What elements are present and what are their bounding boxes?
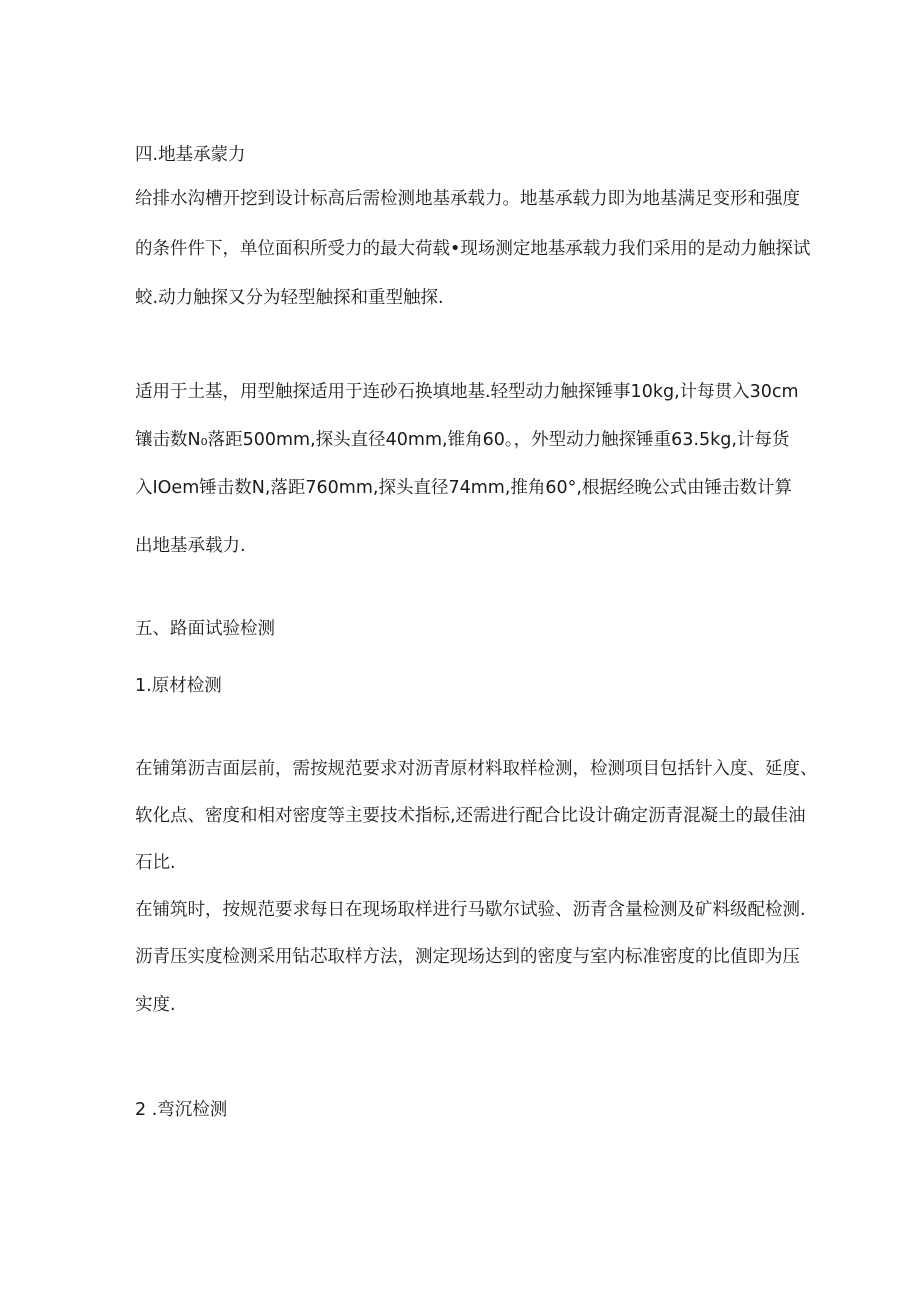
paragraph-line: 入IOem锤击数N,落距760mm,探头直径74mm,推角60°,根据经晚公式由锤击数计算 (135, 478, 792, 498)
paragraph-line: 软化点、密度和相对密度等主要技术指标,还需进行配合比设计确定沥青混凝土的最佳油 (135, 806, 806, 826)
paragraph-line: 实度. (135, 995, 176, 1015)
paragraph-line: 镶击数N₀落距500mm,探头直径40mm,锥角60。，外型动力触探锤重63.5kg,计每货 (135, 430, 790, 450)
section-heading-5: 五、路面试验检测 (135, 619, 275, 639)
paragraph-line: 适用于土基，用型触探适用于连砂石换填地基.轻型动力触探锤事10kg,计每贯入30cm (135, 382, 799, 402)
subheading-raw-material: 1.原材检测 (135, 676, 222, 696)
paragraph-line: 沥青压实度检测采用钻芯取样方法，测定现场达到的密度与室内标准密度的比值即为压 (135, 947, 800, 967)
section-heading-4: 四.地基承蒙力 (135, 145, 246, 165)
paragraph-line: 在铺第沥吉面层前，需按规范要求对沥青原材料取样检测，检测项目包括针入度、延度、 (135, 759, 818, 779)
paragraph-line: 出地基承载力. (135, 536, 246, 556)
paragraph-line: 石比. (135, 853, 176, 873)
paragraph-line: 在铺筑时，按规范要求每日在现场取样进行马歇尔试验、沥青含量检测及矿料级配检测. (135, 900, 806, 920)
paragraph-line: 给排水沟槽开挖到设计标高后需检测地基承载力。地基承载力即为地基满足变形和强度 (135, 189, 800, 209)
paragraph-line: 的条件件下，单位面积所受力的最大荷载•现场测定地基承载力我们采用的是动力触探试 (135, 239, 811, 259)
paragraph-line: 蛟.动力触探又分为轻型触探和重型触探. (135, 288, 444, 308)
subheading-deflection: 2 .弯沉检测 (135, 1100, 228, 1120)
